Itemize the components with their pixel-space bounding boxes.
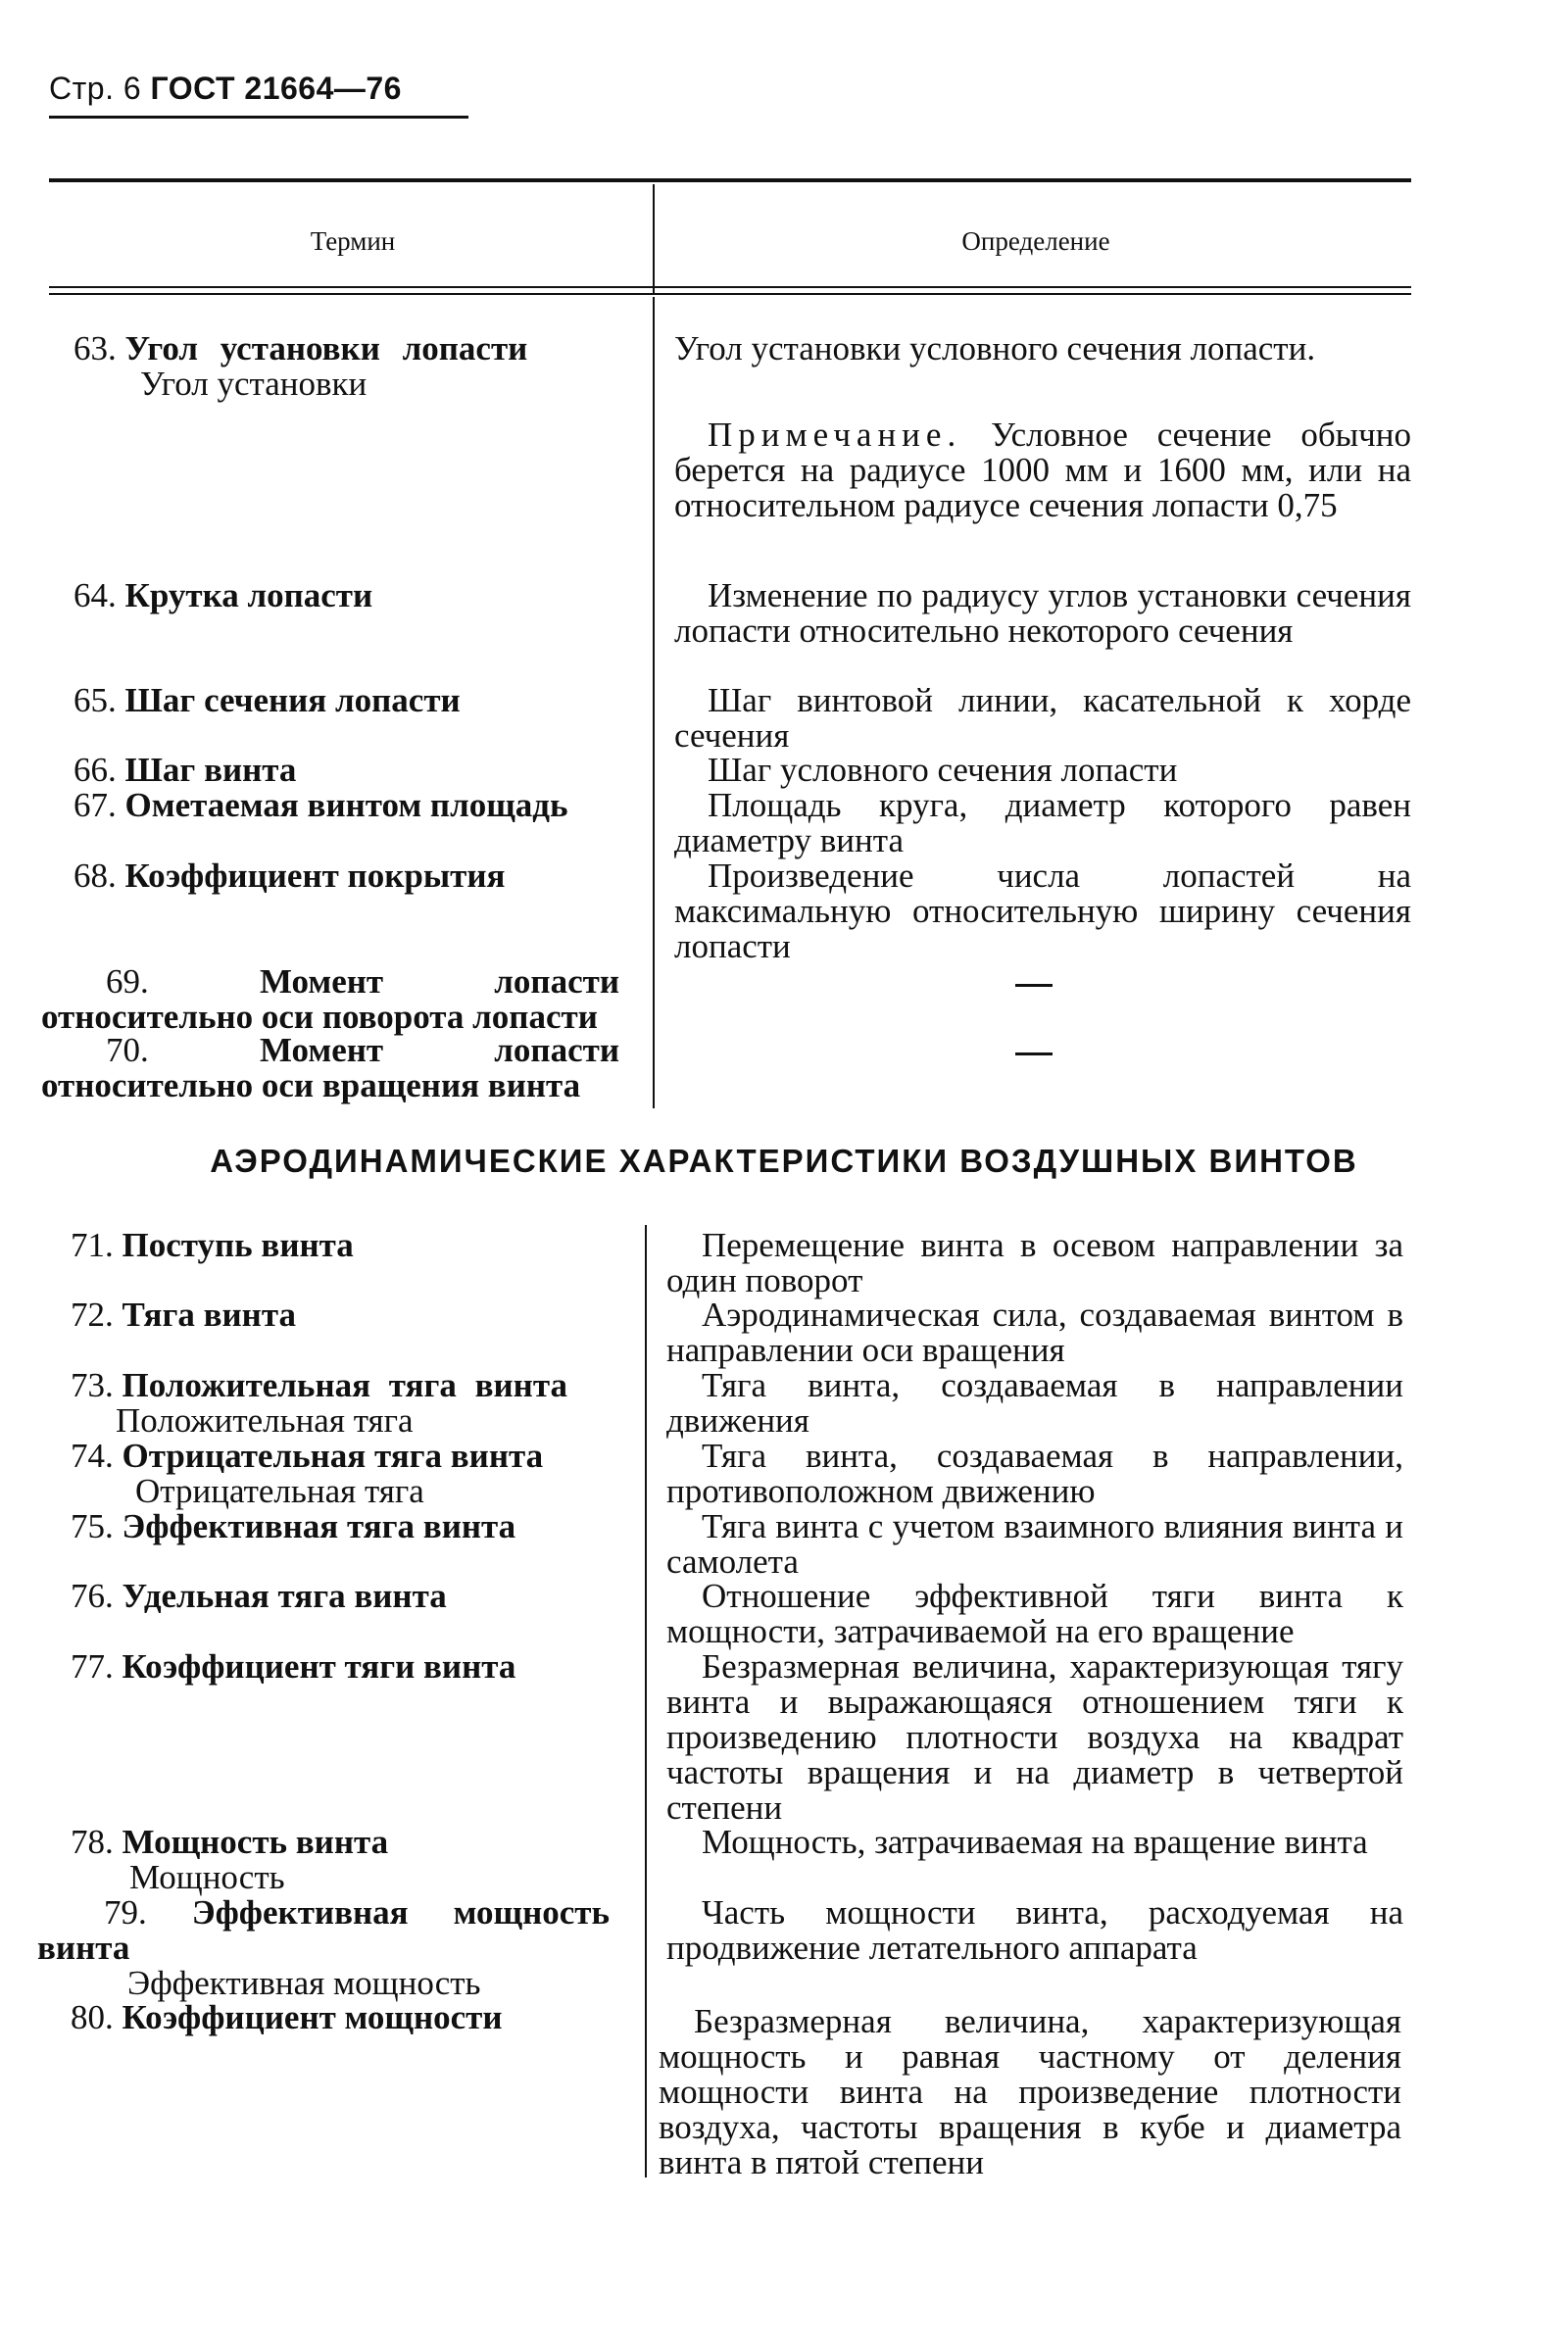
term-definition: Произведение числа лопастей на максимальную относительную ширину сечения лопасти bbox=[674, 856, 1411, 965]
term-number: 68. bbox=[74, 856, 117, 895]
term-number: 64. bbox=[74, 576, 117, 614]
page-header bbox=[49, 69, 402, 108]
column-divider-section2 bbox=[645, 1225, 647, 2178]
definition-dash bbox=[1015, 984, 1053, 987]
term-name: Эффективная тяга винта bbox=[122, 1507, 516, 1545]
term-name: Шаг винта bbox=[124, 751, 297, 789]
term-name: Крутка лопасти bbox=[124, 576, 373, 614]
term-number: 65. bbox=[74, 681, 117, 719]
term-synonym: Угол установки bbox=[140, 365, 368, 403]
term-name: Тяга винта bbox=[122, 1296, 296, 1334]
term-name: Шаг сечения лопасти bbox=[124, 681, 461, 719]
term-definition: Угол установки условного сечения лопасти. bbox=[674, 329, 1316, 367]
term-number: 75. bbox=[71, 1507, 114, 1545]
column-divider-top bbox=[653, 184, 655, 294]
term-name: Мощность винта bbox=[122, 1823, 389, 1861]
term-name: Момент лопасти относительно оси поворота лопасти bbox=[41, 962, 619, 1036]
term-synonym: Мощность bbox=[129, 1858, 285, 1896]
definition-dash bbox=[1015, 1052, 1053, 1055]
term-name: Коэффициент покрытия bbox=[124, 856, 506, 895]
column-divider-section1 bbox=[653, 297, 655, 1108]
term-definition: Тяга винта, создаваемая в направлении движения bbox=[666, 1366, 1403, 1440]
term-number: 80. bbox=[71, 1998, 114, 2036]
term-number: 77. bbox=[71, 1647, 114, 1686]
page-number: Стр. 6 bbox=[49, 71, 142, 106]
term-name: Поступь винта bbox=[122, 1226, 354, 1264]
term-name: Угол установки лопасти bbox=[124, 329, 528, 367]
section-title: АЭРОДИНАМИЧЕСКИЕ ХАРАКТЕРИСТИКИ ВОЗДУШНЫХ ВИНТОВ bbox=[210, 1143, 1358, 1179]
term-number: 69. bbox=[106, 962, 149, 1001]
term-number: 72. bbox=[71, 1296, 114, 1334]
term-definition: Тяга винта, создаваемая в направлении, противоположном движению bbox=[666, 1437, 1403, 1510]
header-rule-1 bbox=[49, 286, 1411, 288]
term-name: Момент лопасти относительно оси вращения винта bbox=[41, 1031, 619, 1104]
term-synonym: Положительная тяга bbox=[116, 1401, 414, 1440]
term-name: Коэффициент мощности bbox=[122, 1998, 503, 2036]
term-definition: Изменение по радиусу углов установки сечения лопасти относительно некоторого сечения bbox=[674, 576, 1411, 650]
term-definition: Безразмерная величина, характеризующая тягу винта и выражающаяся отношением тяги к произведению плотности воздуха на квадрат частоты вращения и на диаметр в четвертой степени bbox=[666, 1647, 1403, 1827]
term-name: Коэффициент тяги винта bbox=[122, 1647, 516, 1686]
header-rule-2 bbox=[49, 293, 1411, 295]
term-name: Ометаемая винтом площадь bbox=[124, 786, 568, 824]
term-definition: Перемещение винта в осевом направлении за один поворот bbox=[666, 1226, 1403, 1299]
term-number: 71. bbox=[71, 1226, 114, 1264]
term-definition: Мощность, затрачиваемая на вращение винта bbox=[702, 1823, 1368, 1861]
term-number: 79. bbox=[104, 1893, 147, 1932]
note-label: Примечание. bbox=[708, 416, 962, 454]
table-top-rule bbox=[49, 178, 1411, 182]
term-definition: Шаг винтовой линии, касательной к хорде сечения bbox=[674, 681, 1411, 755]
term-definition: Отношение эффективной тяги винта к мощности, затрачиваемой на его вращение bbox=[666, 1577, 1403, 1650]
column-header-definition: Определение bbox=[961, 226, 1110, 256]
term-number: 74. bbox=[71, 1437, 114, 1475]
standard-number: ГОСТ 21664—76 bbox=[150, 71, 402, 106]
term-note bbox=[674, 417, 1411, 523]
term-name: Удельная тяга винта bbox=[122, 1577, 447, 1615]
term-number: 63. bbox=[74, 329, 117, 367]
column-header-term: Термин bbox=[310, 226, 396, 256]
term-name: Отрицательная тяга винта bbox=[122, 1437, 544, 1475]
term-number: 67. bbox=[74, 786, 117, 824]
header-rule bbox=[49, 116, 468, 119]
term-definition: Площадь круга, диаметр которого равен диаметру винта bbox=[674, 786, 1411, 859]
term-synonym: Отрицательная тяга bbox=[135, 1472, 424, 1510]
term-number: 76. bbox=[71, 1577, 114, 1615]
term-name: Эффективная мощность винта bbox=[37, 1893, 610, 1967]
term-definition: Безразмерная величина, характеризующая мощность и равная частному от деления мощности винта на произведение плотности воздуха, частоты вращения в кубе и диаметра винта в пятой степени bbox=[659, 2002, 1401, 2181]
term-definition: Часть мощности винта, расходуемая на продвижение летательного аппарата bbox=[666, 1893, 1403, 1967]
term-name: Положительная тяга винта bbox=[122, 1366, 567, 1404]
term-definition: Тяга винта с учетом взаимного влияния винта и самолета bbox=[666, 1507, 1403, 1581]
term-number: 78. bbox=[71, 1823, 114, 1861]
note-text: Условное сечение обычно берется на радиусе 1000 мм и 1600 мм, или на относительном радиусе сечения лопасти 0,75 bbox=[674, 416, 1411, 524]
term-number: 73. bbox=[71, 1366, 114, 1404]
term-definition: Аэродинамическая сила, создаваемая винтом в направлении оси вращения bbox=[666, 1296, 1403, 1369]
term-definition: Шаг условного сечения лопасти bbox=[708, 751, 1178, 789]
term-number: 66. bbox=[74, 751, 117, 789]
column-headers bbox=[49, 186, 1411, 284]
term-number: 70. bbox=[106, 1031, 149, 1069]
term-synonym: Эффективная мощность bbox=[127, 1964, 481, 2002]
